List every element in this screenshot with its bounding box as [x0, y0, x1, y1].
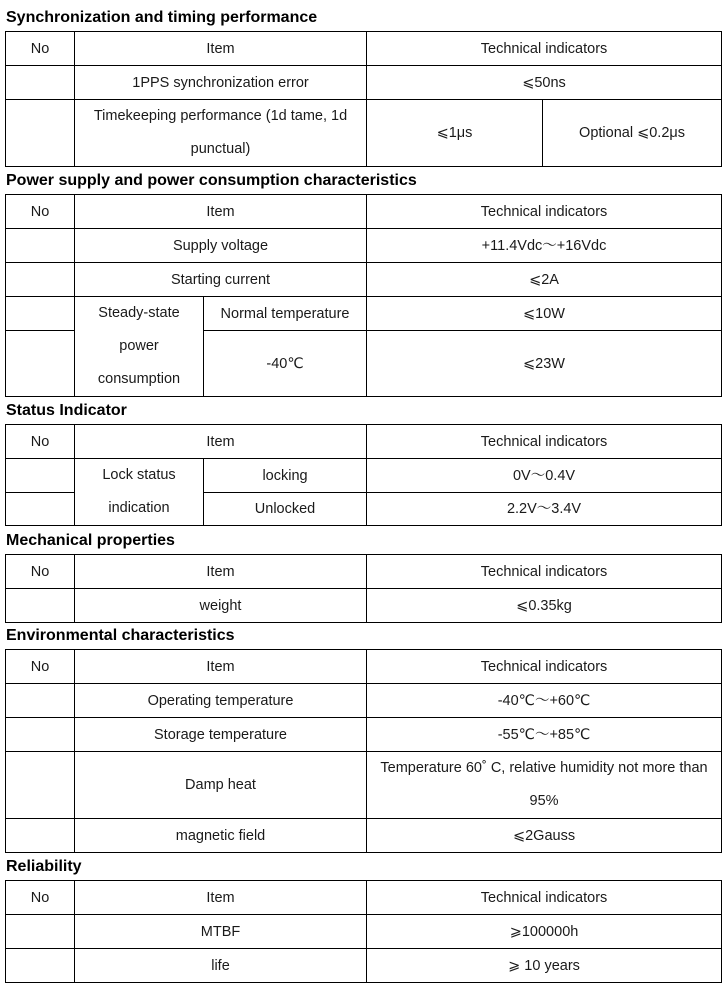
- row-value: ⩾ 10 years: [367, 949, 722, 983]
- row-value: 2.2V～3.4V: [367, 493, 722, 526]
- table-header-row: [6, 881, 722, 915]
- row-value: ⩽10W: [367, 297, 722, 331]
- row-item: Operating temperature: [75, 684, 367, 718]
- header-no: No: [6, 32, 75, 66]
- header-no: No: [6, 195, 75, 229]
- row-value: ⩽2A: [367, 263, 722, 297]
- header-indicators: Technical indicators: [367, 650, 722, 684]
- mechanical-table: [5, 554, 722, 623]
- row-item: MTBF: [75, 915, 367, 949]
- row-no: [6, 752, 75, 819]
- row-item-group: Lock status indication: [75, 459, 204, 526]
- row-no: [6, 819, 75, 853]
- row-item: weight: [75, 589, 367, 623]
- table-row: [6, 684, 722, 718]
- row-value: ⩾100000h: [367, 915, 722, 949]
- row-no: [6, 949, 75, 983]
- section-title-status: Status Indicator: [6, 402, 127, 419]
- table-row: [6, 915, 722, 949]
- row-value: ⩽2Gauss: [367, 819, 722, 853]
- table-row: [6, 718, 722, 752]
- row-value: ⩽1μs: [367, 100, 543, 167]
- row-value: ⩽50ns: [367, 66, 722, 100]
- row-subitem: Normal temperature: [204, 297, 367, 331]
- reliability-table: [5, 880, 722, 983]
- row-item: Supply voltage: [75, 229, 367, 263]
- table-row: [6, 819, 722, 853]
- header-no: No: [6, 650, 75, 684]
- header-indicators: Technical indicators: [367, 881, 722, 915]
- row-no: [6, 684, 75, 718]
- table-header-row: [6, 425, 722, 459]
- row-value: Temperature 60˚ C, relative humidity not more than 95%: [367, 752, 722, 819]
- row-no: [6, 459, 75, 493]
- table-row: [6, 459, 722, 493]
- row-value: -40℃～+60℃: [367, 684, 722, 718]
- row-item: Starting current: [75, 263, 367, 297]
- section-title-sync: Synchronization and timing performance: [6, 9, 318, 26]
- header-no: No: [6, 425, 75, 459]
- row-no: [6, 493, 75, 526]
- row-item: 1PPS synchronization error: [75, 66, 367, 100]
- row-value-optional: Optional ⩽0.2μs: [543, 100, 722, 167]
- header-item: Item: [75, 425, 367, 459]
- row-no: [6, 331, 75, 397]
- header-item: Item: [75, 555, 367, 589]
- section-title-power: Power supply and power consumption characteristics: [6, 172, 417, 189]
- table-header-row: [6, 650, 722, 684]
- environment-table: [5, 649, 722, 853]
- row-value: 0V～0.4V: [367, 459, 722, 493]
- header-item: Item: [75, 881, 367, 915]
- table-row: [6, 229, 722, 263]
- row-no: [6, 718, 75, 752]
- header-no: No: [6, 881, 75, 915]
- row-subitem: -40℃: [204, 331, 367, 397]
- header-no: No: [6, 555, 75, 589]
- header-item: Item: [75, 195, 367, 229]
- row-no: [6, 100, 75, 167]
- table-row: [6, 949, 722, 983]
- row-item: life: [75, 949, 367, 983]
- row-item: Timekeeping performance (1d tame, 1d punctual): [75, 100, 367, 167]
- row-item: magnetic field: [75, 819, 367, 853]
- row-no: [6, 66, 75, 100]
- header-indicators: Technical indicators: [367, 195, 722, 229]
- power-table: [5, 194, 722, 397]
- header-indicators: Technical indicators: [367, 555, 722, 589]
- header-item: Item: [75, 32, 367, 66]
- table-header-row: [6, 32, 722, 66]
- table-header-row: [6, 195, 722, 229]
- table-row: [6, 100, 722, 167]
- row-item-group: Steady-state power consumption: [75, 297, 204, 397]
- row-subitem: Unlocked: [204, 493, 367, 526]
- row-value: ⩽23W: [367, 331, 722, 397]
- row-no: [6, 915, 75, 949]
- row-no: [6, 589, 75, 623]
- table-row: [6, 589, 722, 623]
- row-value: -55℃～+85℃: [367, 718, 722, 752]
- section-title-environment: Environmental characteristics: [6, 627, 235, 644]
- row-no: [6, 297, 75, 331]
- section-title-reliability: Reliability: [6, 858, 82, 875]
- header-indicators: Technical indicators: [367, 32, 722, 66]
- row-value: +11.4Vdc～+16Vdc: [367, 229, 722, 263]
- table-row: [6, 263, 722, 297]
- table-row: [6, 752, 722, 819]
- row-no: [6, 263, 75, 297]
- row-no: [6, 229, 75, 263]
- table-header-row: [6, 555, 722, 589]
- row-item: Damp heat: [75, 752, 367, 819]
- row-item: Storage temperature: [75, 718, 367, 752]
- table-row: [6, 66, 722, 100]
- row-subitem: locking: [204, 459, 367, 493]
- sync-table: [5, 31, 722, 167]
- header-item: Item: [75, 650, 367, 684]
- row-value: ⩽0.35kg: [367, 589, 722, 623]
- table-row: [6, 297, 722, 331]
- section-title-mechanical: Mechanical properties: [6, 532, 175, 549]
- header-indicators: Technical indicators: [367, 425, 722, 459]
- status-table: [5, 424, 722, 526]
